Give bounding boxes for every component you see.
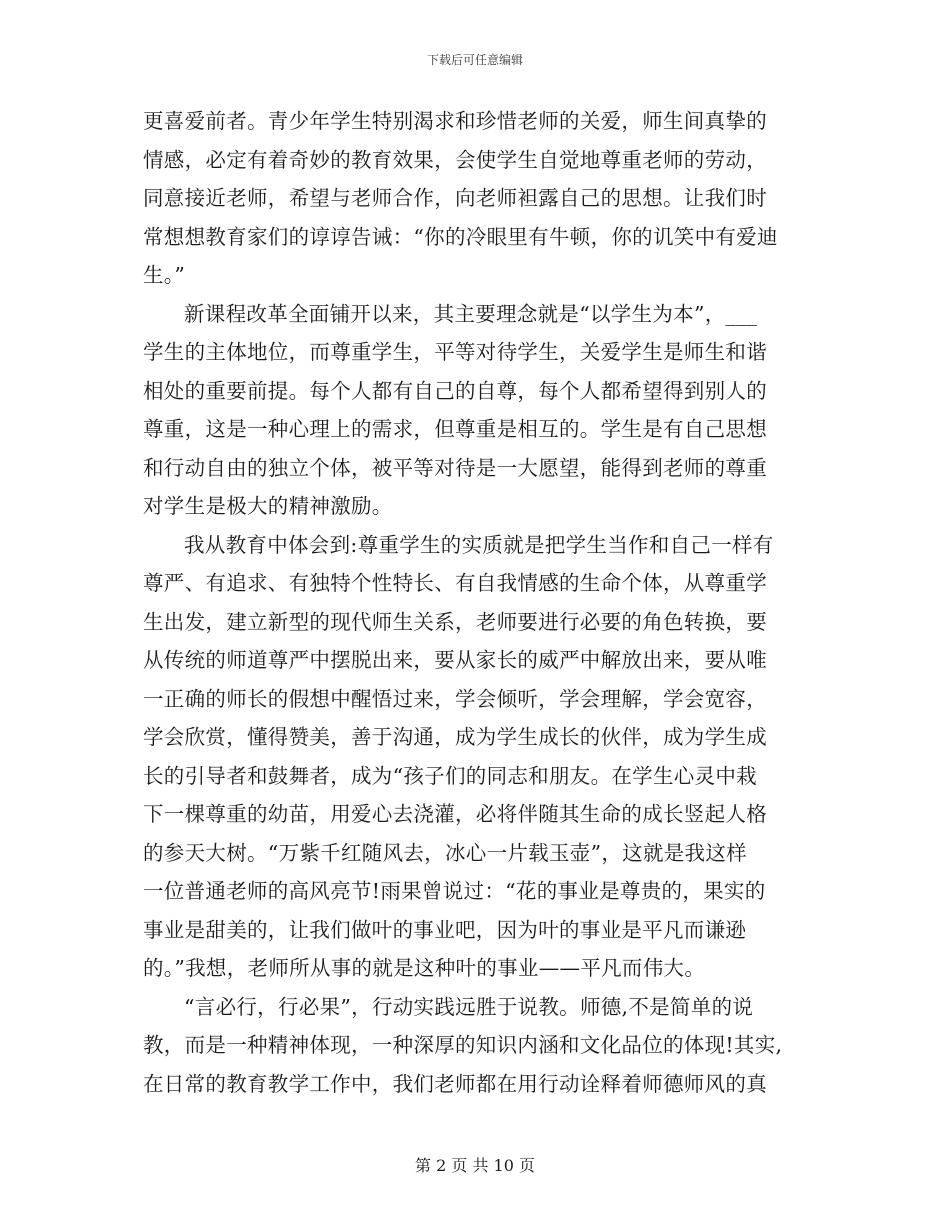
text-line: “言必行，行必果”，行动实践远胜于说教。师德,不是简单的说 [184, 994, 754, 1019]
text-line: 对学生是极大的精神激励。 [143, 494, 393, 518]
text-line: 生出发，建立新型的现代师生关系，老师要进行必要的角色转换，要 [143, 609, 767, 634]
text-line: 从传统的师道尊严中摆脱出来，要从家长的威严中解放出来，要从唯 [143, 648, 767, 672]
text-line: 学生的主体地位，而尊重学生，平等对待学生，关爱学生是师生和谐 [143, 340, 767, 364]
document-body [143, 102, 809, 1103]
text-line: 教，而是一种精神体现，一种深厚的知识内涵和文化品位的体现!其实, [143, 1033, 783, 1057]
text-line: 长的引导者和鼓舞者，成为“孩子们的同志和朋友。在学生心灵中栽 [143, 763, 757, 788]
text-line: 和行动自由的独立个体，被平等对待是一大愿望，能得到老师的尊重 [143, 455, 767, 480]
page-header: 下载后可任意编辑 [426, 53, 523, 67]
paragraph [143, 988, 809, 1104]
text-line: 情感，必定有着奇妙的教育效果，会使学生自觉地尊重老师的劳动， [143, 147, 767, 172]
text-line: 同意接近老师，希望与老师合作，向老师袒露自己的思想。让我们时 [143, 186, 767, 210]
text-line: 更喜爱前者。青少年学生特别渴求和珍惜老师的关爱，师生间真挚的 [143, 109, 767, 133]
text-line: 一位普通老师的高风亮节!雨果曾说过：“花的事业是尊贵的，果实的 [143, 879, 766, 903]
text-line: 一正确的师长的假想中醒悟过来，学会倾听，学会理解，学会宽容， [143, 686, 767, 711]
text-line: 下一棵尊重的幼苗，用爱心去浇灌，必将伴随其生命的成长竖起人格 [143, 802, 767, 826]
page-number: 第 2 页 共 10 页 [415, 1156, 535, 1175]
paragraph [143, 102, 809, 295]
text-line: 的。”我想，老师所从事的就是这种叶的事业——平凡而伟大。 [143, 956, 706, 980]
text-line: 尊重，这是一种心理上的需求，但尊重是相互的。学生是有自己思想 [143, 417, 767, 441]
text-line: 我从教育中体会到:尊重学生的实质就是把学生当作和自己一样有 [184, 532, 774, 557]
text-line: 新课程改革全面铺开以来，其主要理念就是“以学生为本”，___ [184, 301, 758, 326]
paragraph [143, 526, 809, 988]
text-line: 相处的重要前提。每个人都有自己的自尊，每个人都希望得到别人的 [143, 378, 767, 403]
text-line: 在日常的教育教学工作中，我们老师都在用行动诠释着师德师风的真 [143, 1071, 767, 1096]
text-line: 尊严、有追求、有独特个性特长、有自我情感的生命个体，从尊重学 [143, 571, 767, 595]
text-line: 的参天大树。“万紫千红随风去，冰心一片载玉壶”，这就是我这样 [143, 840, 747, 865]
text-line: 常想想教育家们的谆谆告诫：“你的冷眼里有牛顿，你的讥笑中有爱迪 [143, 224, 778, 249]
paragraph [143, 295, 809, 526]
text-line: 事业是甜美的，让我们做叶的事业吧，因为叶的事业是平凡而谦逊 [143, 917, 747, 942]
text-line: 生。” [143, 263, 186, 287]
text-line: 学会欣赏，懂得赞美，善于沟通，成为学生成长的伙伴，成为学生成 [143, 725, 767, 749]
